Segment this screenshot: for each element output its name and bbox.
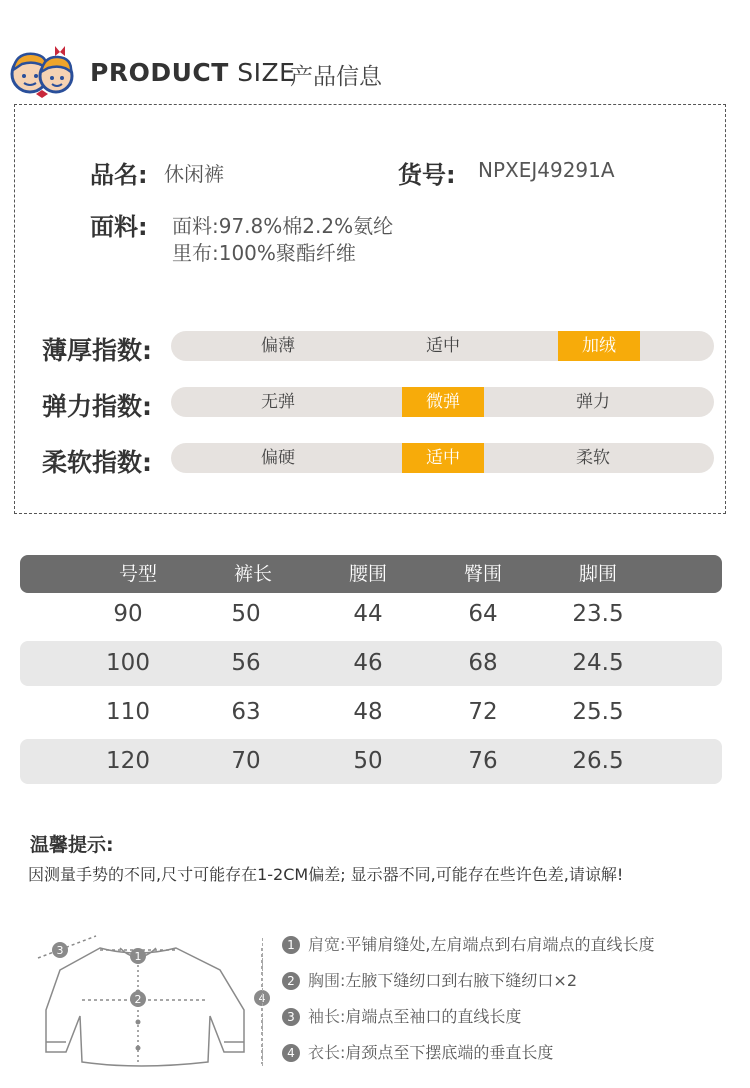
thickness-option-fleece: 加绒 bbox=[558, 331, 640, 361]
col-header-waist: 腰围 bbox=[348, 563, 387, 585]
legend-divider bbox=[262, 938, 264, 1066]
elasticity-option-slight: 微弹 bbox=[402, 387, 484, 417]
name-value: 休闲裤 bbox=[164, 162, 224, 186]
svg-text:3: 3 bbox=[56, 944, 64, 957]
table-cell: 56 bbox=[231, 650, 261, 676]
fabric-lining: 里布:100%聚酯纤维 bbox=[172, 241, 356, 265]
svg-text:4: 4 bbox=[258, 992, 266, 1005]
brand-logo bbox=[8, 40, 78, 104]
table-cell: 76 bbox=[468, 748, 498, 774]
table-cell: 46 bbox=[353, 650, 383, 676]
svg-text:2: 2 bbox=[134, 993, 142, 1006]
table-cell: 44 bbox=[353, 601, 383, 627]
table-cell: 25.5 bbox=[572, 699, 624, 725]
shirt-measure-diagram bbox=[22, 930, 272, 1080]
softness-option-soft: 柔软 bbox=[576, 448, 610, 468]
title-en: PRODUCT SIZE bbox=[90, 58, 296, 87]
number-badge-icon: 2 bbox=[282, 972, 300, 990]
table-cell: 48 bbox=[353, 699, 383, 725]
col-header-length: 裤长 bbox=[233, 563, 272, 585]
elasticity-option-stretch: 弹力 bbox=[576, 392, 610, 412]
table-row bbox=[20, 739, 722, 784]
table-row bbox=[20, 592, 722, 637]
table-cell: 110 bbox=[106, 699, 150, 725]
elasticity-option-none: 无弹 bbox=[261, 392, 295, 412]
code-value: NPXEJ49291A bbox=[478, 158, 615, 182]
table-cell: 26.5 bbox=[572, 748, 624, 774]
table-cell: 50 bbox=[231, 601, 261, 627]
table-cell: 72 bbox=[468, 699, 498, 725]
table-cell: 64 bbox=[468, 601, 498, 627]
tips-text: 因测量手势的不同,尺寸可能存在1-2CM偏差; 显示器不同,可能存在些许色差,请谅解! bbox=[28, 865, 624, 884]
table-row bbox=[20, 641, 722, 686]
number-badge-icon: 1 bbox=[282, 936, 300, 954]
softness-option-medium: 适中 bbox=[402, 443, 484, 473]
code-label: 货号: bbox=[398, 161, 456, 189]
elasticity-index-label: 弹力指数: bbox=[42, 392, 152, 421]
measure-item-sleeve: 3 袖长:肩端点至袖口的直线长度 bbox=[282, 1006, 521, 1028]
number-badge-icon: 4 bbox=[282, 1044, 300, 1062]
table-cell: 100 bbox=[106, 650, 150, 676]
thickness-index-bar bbox=[171, 331, 714, 361]
size-table-header bbox=[20, 555, 722, 593]
table-cell: 63 bbox=[231, 699, 261, 725]
table-cell: 70 bbox=[231, 748, 261, 774]
softness-index-label: 柔软指数: bbox=[42, 448, 152, 477]
softness-index-bar bbox=[171, 443, 714, 473]
table-cell: 50 bbox=[353, 748, 383, 774]
tips-title: 温馨提示: bbox=[30, 834, 114, 856]
number-badge-icon: 3 bbox=[282, 1008, 300, 1026]
elasticity-index-bar bbox=[171, 387, 714, 417]
table-row bbox=[20, 690, 722, 735]
thickness-index-label: 薄厚指数: bbox=[42, 336, 152, 365]
col-header-hip: 臀围 bbox=[463, 563, 502, 585]
table-cell: 68 bbox=[468, 650, 498, 676]
title-zh: 产品信息 bbox=[290, 64, 382, 90]
table-cell: 90 bbox=[113, 601, 143, 627]
table-cell: 120 bbox=[106, 748, 150, 774]
table-cell: 23.5 bbox=[572, 601, 624, 627]
thickness-option-thin: 偏薄 bbox=[261, 336, 295, 356]
name-label: 品名: bbox=[90, 161, 148, 189]
table-cell: 24.5 bbox=[572, 650, 624, 676]
col-header-size: 号型 bbox=[118, 563, 157, 585]
svg-text:1: 1 bbox=[134, 950, 142, 963]
fabric-outer: 面料:97.8%棉2.2%氨纶 bbox=[172, 214, 394, 238]
col-header-leg-opening: 脚围 bbox=[578, 563, 617, 585]
measure-item-shoulder: 1 肩宽:平铺肩缝处,左肩端点到右肩端点的直线长度 bbox=[282, 934, 655, 956]
thickness-option-medium: 适中 bbox=[426, 336, 460, 356]
fabric-label: 面料: bbox=[90, 213, 148, 241]
measure-item-chest: 2 胸围:左腋下缝纫口到右腋下缝纫口×2 bbox=[282, 970, 577, 992]
softness-option-hard: 偏硬 bbox=[261, 448, 295, 468]
measure-item-length: 4 衣长:肩颈点至下摆底端的垂直长度 bbox=[282, 1042, 553, 1064]
